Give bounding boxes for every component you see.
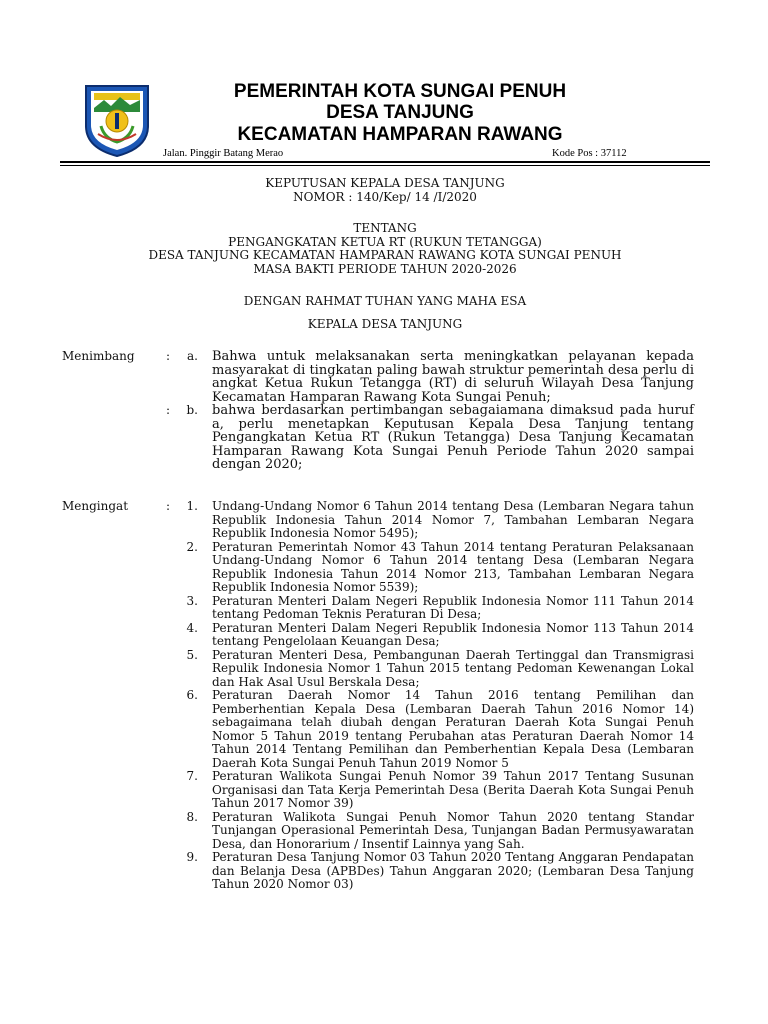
mengingat-label: Mengingat: [62, 499, 129, 513]
decree-blessing: DENGAN RAHMAT TUHAN YANG MAHA ESA: [243, 294, 527, 308]
item-text: Peraturan Menteri Dalam Negeri Republik Indonesia Nomor 113 Tahun 2014 tentang Pengelolaan Keuangan Desa;: [212, 620, 694, 648]
list-item: [62, 811, 712, 852]
decree-subject-1: PENGANGKATAN KETUA RT (RUKUN TETANGGA): [228, 235, 542, 249]
item-text: Peraturan Menteri Dalam Negeri Republik Indonesia Nomor 111 Tahun 2014 tentang Pedoman Teknis Peraturan Di Desa;: [212, 593, 694, 621]
item-text: Bahwa untuk melaksanakan serta meningkatkan pelayanan kepada masyarakat di tingkatan paling bawah struktur pemerintah desa perlu di angkat Ketua Rukun Tetangga (RT) di seluruh Wilayah Desa Tanjung Kecamatan Hamparan Rawang Kota Sungai Penuh;: [212, 349, 694, 405]
item-number: 7.: [186, 769, 198, 783]
decree-number: NOMOR : 140/Kep/ 14 /I/2020: [293, 190, 477, 204]
mengingat-section: [62, 500, 712, 892]
item-number: 8.: [186, 809, 198, 824]
mengingat-colon: :: [166, 499, 171, 513]
menimbang-section: [62, 350, 712, 472]
item-text: bahwa berdasarkan pertimbangan sebagaiamana dimaksud pada huruf a, perlu menetapkan Keputusan Kepala Desa Tanjung tentang Pengangkatan Ketua RT (Rukun Tetangga) Desa Tanjung Kecamatan Hamparan Rawang Kota Sungai Penuh Periode Tahun 2020 sampai dengan 2020;: [212, 403, 694, 472]
list-item: [62, 500, 712, 541]
item-number: a.: [187, 349, 198, 363]
item-text: Peraturan Walikota Sungai Penuh Nomor 39 Tahun 2017 Tentang Susunan Organisasi dan Tata Kerja Pemerintah Desa (Berita Daerah Kota Sungai Penuh Tahun 2017 Nomor 39): [212, 769, 694, 810]
letterhead-postal-code: Kode Pos : 37112: [552, 148, 627, 159]
letterhead-line-3: KECAMATAN HAMPARAN RAWANG: [237, 124, 563, 145]
item-number: 6.: [186, 688, 198, 702]
list-item: [62, 541, 712, 595]
decree-official: KEPALA DESA TANJUNG: [307, 317, 463, 331]
item-text: Peraturan Pemerintah Nomor 43 Tahun 2014 tentang Peraturan Pelaksanaan Undang-Undang Nomor 6 Tahun 2014 tentang Desa (Lembaran Negara Republik Indonesia Tahun 2014 Nomor 213, Tambahan Lembaran Negara Republik Indonesia Nomor 5539);: [212, 539, 694, 594]
menimbang-colon: :: [166, 403, 171, 417]
item-number: 9.: [186, 850, 198, 864]
item-number: 3.: [186, 593, 198, 608]
item-text: Peraturan Desa Tanjung Nomor 03 Tahun 2020 Tentang Anggaran Pendapatan dan Belanja Desa (APBDes) Tahun Anggaran 2020; (Lembaran Desa Tanjung Tahun 2020 Nomor 03): [212, 850, 694, 891]
list-item: [62, 404, 712, 472]
decree-subject-3: MASA BAKTI PERIODE TAHUN 2020-2026: [253, 262, 517, 276]
list-item: [62, 649, 712, 690]
list-item: [62, 689, 712, 770]
city-emblem-logo: [80, 82, 154, 158]
menimbang-colon: :: [166, 349, 171, 363]
decree-tentang: TENTANG: [353, 221, 417, 235]
item-text: Peraturan Daerah Nomor 14 Tahun 2016 tentang Pemilihan dan Pemberhentian Kepala Desa (Lembaran Daerah Tahun 2016 Nomor 14) sebagaimana telah diubah dengan Peraturan Daerah Kota Sungai Penuh Nomor 5 Tahun 2019 tentang Perubahan atas Peraturan Daerah Nomor 14 Tahun 2014 Tentang Pemilihan dan Pemberhentian Kepala Desa (Lembaran Daerah Kota Sungai Penuh Tahun 2019 Nomor 5: [212, 688, 694, 770]
item-text: Peraturan Menteri Desa, Pembangunan Daerah Tertinggal dan Transmigrasi Repulik Indonesia Nomor 1 Tahun 2015 tentang Pedoman Kewenangan Lokal dan Hak Asal Usul Berskala Desa;: [212, 647, 694, 689]
list-item: [62, 770, 712, 811]
item-number: 4.: [186, 620, 198, 635]
decree-subject-2: DESA TANJUNG KECAMATAN HAMPARAN RAWANG KOTA SUNGAI PENUH: [148, 248, 622, 262]
letterhead-line-2: DESA TANJUNG: [326, 102, 474, 123]
item-number: b.: [186, 403, 198, 417]
item-text: Undang-Undang Nomor 6 Tahun 2014 tentang Desa (Lembaran Negara tahun Republik Indonesia Tahun 2014 Nomor 7, Tambahan Lembaran Negara Republik Indonesia Nomor 5495);: [212, 499, 694, 540]
item-number: 2.: [186, 539, 198, 554]
item-number: 5.: [186, 647, 198, 662]
decree-title: KEPUTUSAN KEPALA DESA TANJUNG: [265, 176, 505, 190]
menimbang-label: Menimbang: [62, 349, 135, 363]
letterhead-line-1: PEMERINTAH KOTA SUNGAI PENUH: [233, 81, 567, 102]
letterhead-address: Jalan. Pinggir Batang Merao: [163, 148, 284, 159]
list-item: [62, 595, 712, 622]
item-number: 1.: [186, 499, 198, 513]
item-text: Peraturan Walikota Sungai Penuh Nomor Tahun 2020 tentang Standar Tunjangan Operasional Pemerintah Desa, Tunjangan Badan Permusyawaratan Desa, dan Honorarium / Insentif Lainnya yang Sah.: [212, 809, 694, 851]
list-item: [62, 851, 712, 892]
letterhead-rule-thin: [60, 165, 710, 166]
list-item: [62, 622, 712, 649]
list-item: [62, 350, 712, 404]
letterhead-rule: [60, 161, 710, 163]
